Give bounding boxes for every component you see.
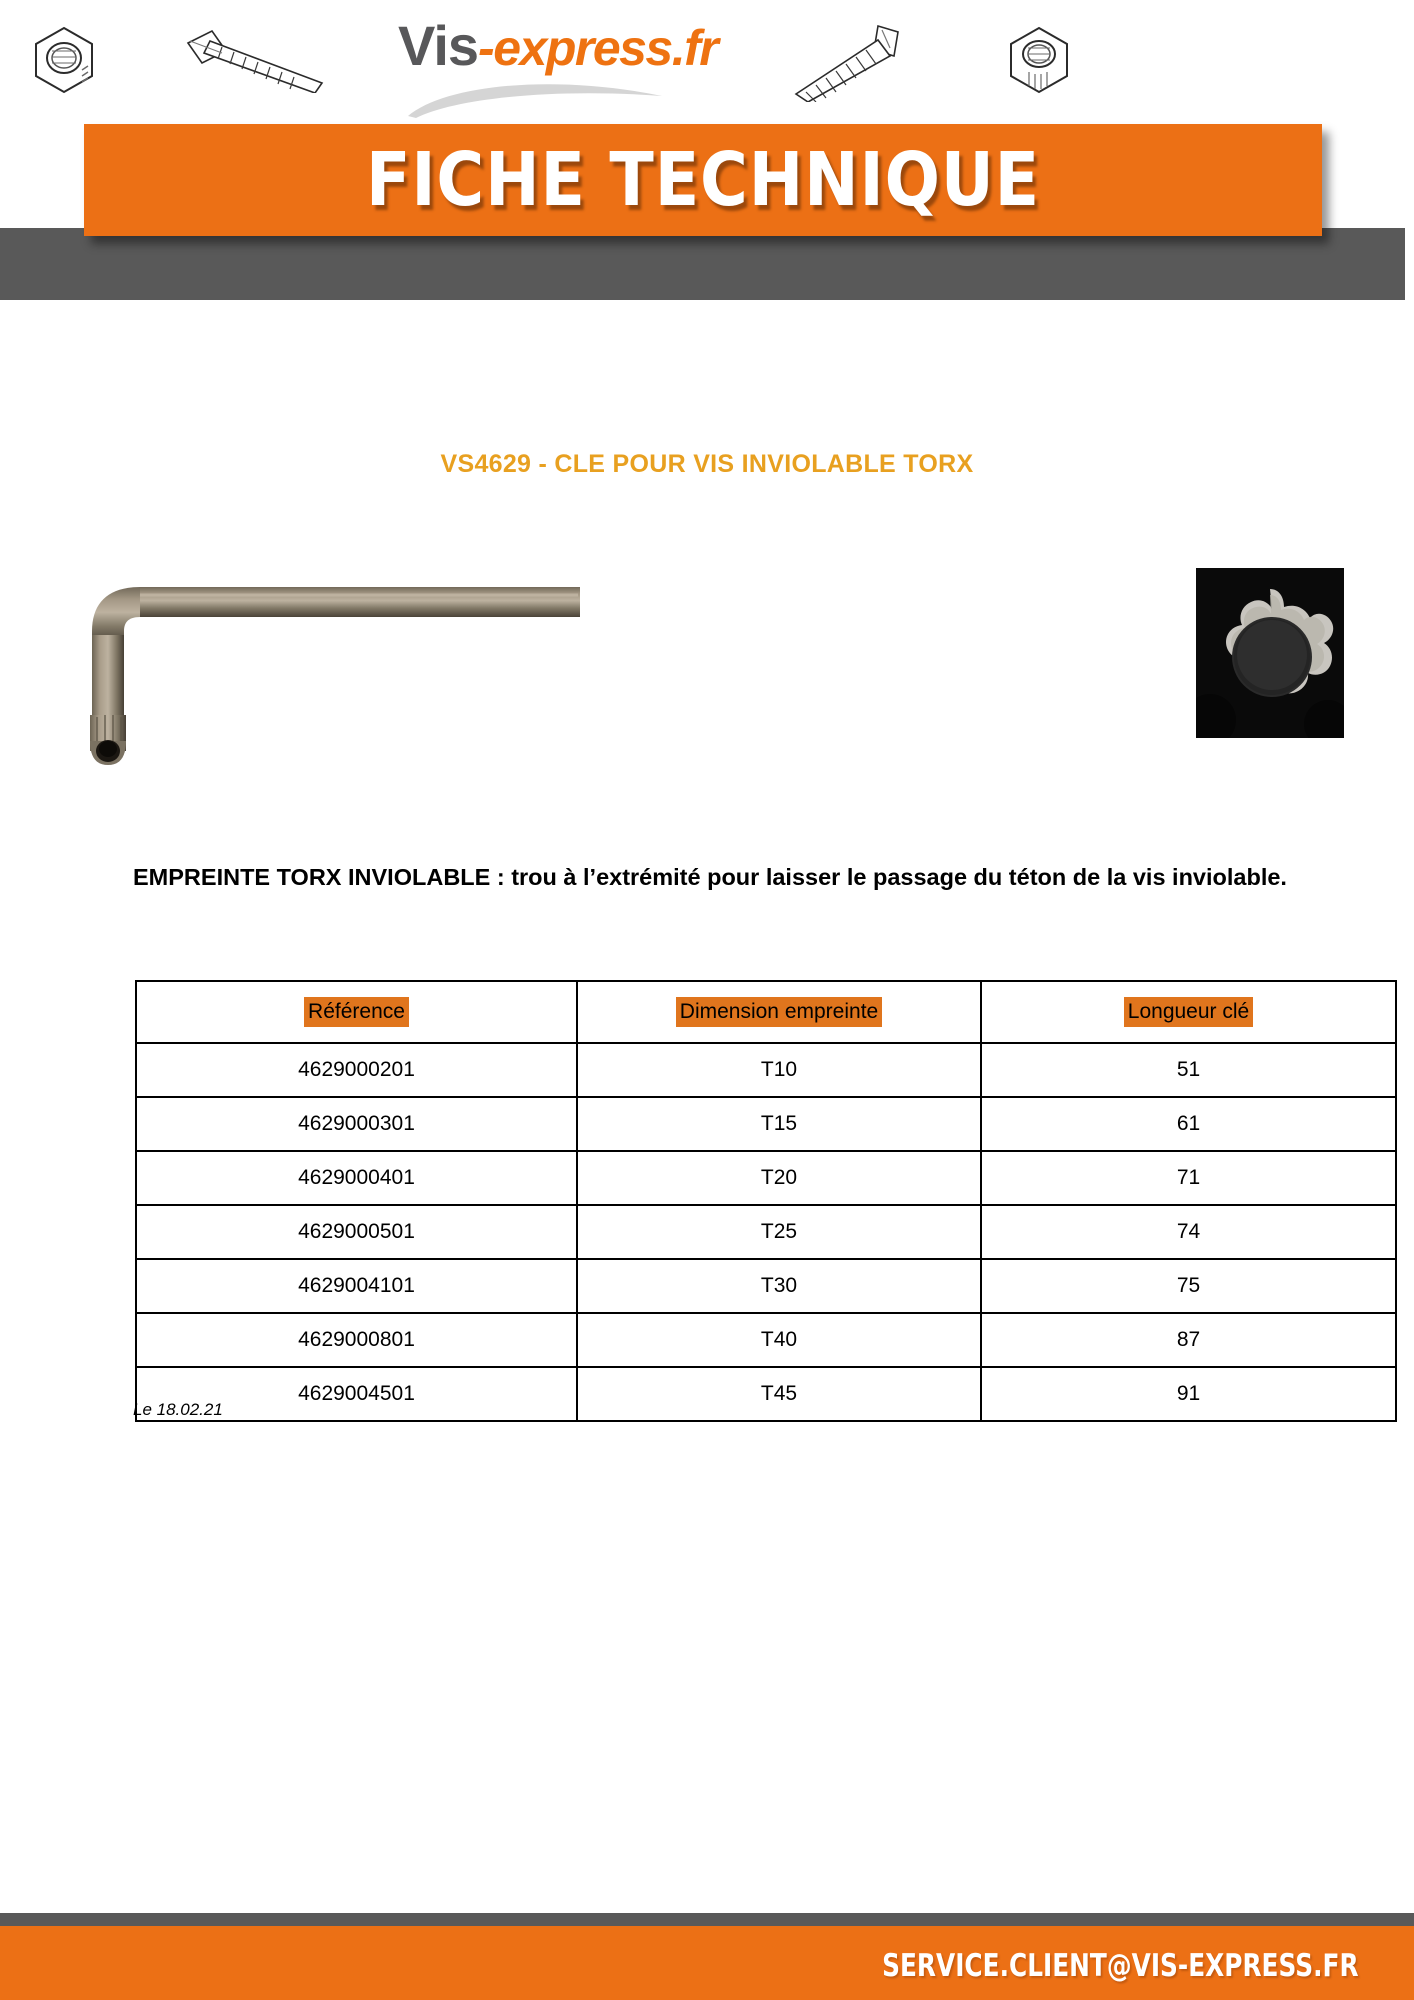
column-header-label: Longueur clé: [1124, 997, 1253, 1027]
banner-title: FICHE TECHNIQUE: [365, 137, 1040, 223]
cell-reference: 4629000401: [136, 1151, 577, 1205]
specifications-table: [135, 980, 1397, 1422]
cell-dimension: T25: [577, 1205, 981, 1259]
hex-nut-icon: [30, 24, 98, 96]
contact-email[interactable]: SERVICE.CLIENT@VIS-EXPRESS.FR: [882, 1948, 1359, 1984]
page-title: VS4629 - CLE POUR VIS INVIOLABLE TORX: [440, 450, 974, 478]
table-row: [136, 1313, 1396, 1367]
wood-screw-icon: [182, 25, 332, 93]
table-row: [136, 1367, 1396, 1421]
table-row: [136, 1043, 1396, 1097]
cell-reference: 4629004101: [136, 1259, 577, 1313]
cell-dimension: T40: [577, 1313, 981, 1367]
logo-swoosh-icon: [406, 76, 666, 118]
cell-dimension: T10: [577, 1043, 981, 1097]
cell-longueur: 71: [981, 1151, 1396, 1205]
cell-reference: 4629000301: [136, 1097, 577, 1151]
table-row: [136, 1259, 1396, 1313]
hex-nut-icon: [1005, 24, 1073, 96]
cell-dimension: T30: [577, 1259, 981, 1313]
cell-reference: 4629000501: [136, 1205, 577, 1259]
table-header-row: [136, 981, 1396, 1043]
table-header-cell-dimension: [577, 981, 981, 1043]
cell-reference: 4629004501: [136, 1367, 577, 1421]
cell-longueur: 75: [981, 1259, 1396, 1313]
page-header: [0, 0, 1414, 300]
date-stamp: Le 18.02.21: [133, 1400, 223, 1419]
table-header-cell-longueur: [981, 981, 1396, 1043]
footer-orange-band: [0, 1926, 1414, 2000]
cell-longueur: 91: [981, 1367, 1396, 1421]
logo-secondary-text: -express.fr: [478, 20, 718, 76]
table-row: [136, 1205, 1396, 1259]
cell-reference: 4629000801: [136, 1313, 577, 1367]
cell-dimension: T20: [577, 1151, 981, 1205]
cell-longueur: 51: [981, 1043, 1396, 1097]
header-gray-band: [0, 228, 1405, 300]
table-header-cell-reference: [136, 981, 577, 1043]
cell-longueur: 87: [981, 1313, 1396, 1367]
column-header-label: Référence: [304, 997, 409, 1027]
site-logo: [398, 14, 718, 114]
footer-gray-band: [0, 1913, 1414, 1926]
logo-primary-text: Vis: [398, 14, 479, 77]
cell-reference: 4629000201: [136, 1043, 577, 1097]
column-header-label: Dimension empreinte: [676, 997, 882, 1027]
product-photo-torx-key: [80, 565, 580, 795]
page-footer: [0, 1913, 1414, 2000]
product-description: EMPREINTE TORX INVIOLABLE : trou à l’extrémité pour laisser le passage du téton de la vis inviolable.: [133, 864, 1287, 890]
product-photo-torx-socket: [1196, 568, 1344, 738]
cell-longueur: 61: [981, 1097, 1396, 1151]
machine-screw-icon: [790, 22, 910, 102]
cell-longueur: 74: [981, 1205, 1396, 1259]
table-row: [136, 1097, 1396, 1151]
cell-dimension: T45: [577, 1367, 981, 1421]
cell-dimension: T15: [577, 1097, 981, 1151]
fiche-technique-banner: [84, 124, 1322, 236]
table-row: [136, 1151, 1396, 1205]
